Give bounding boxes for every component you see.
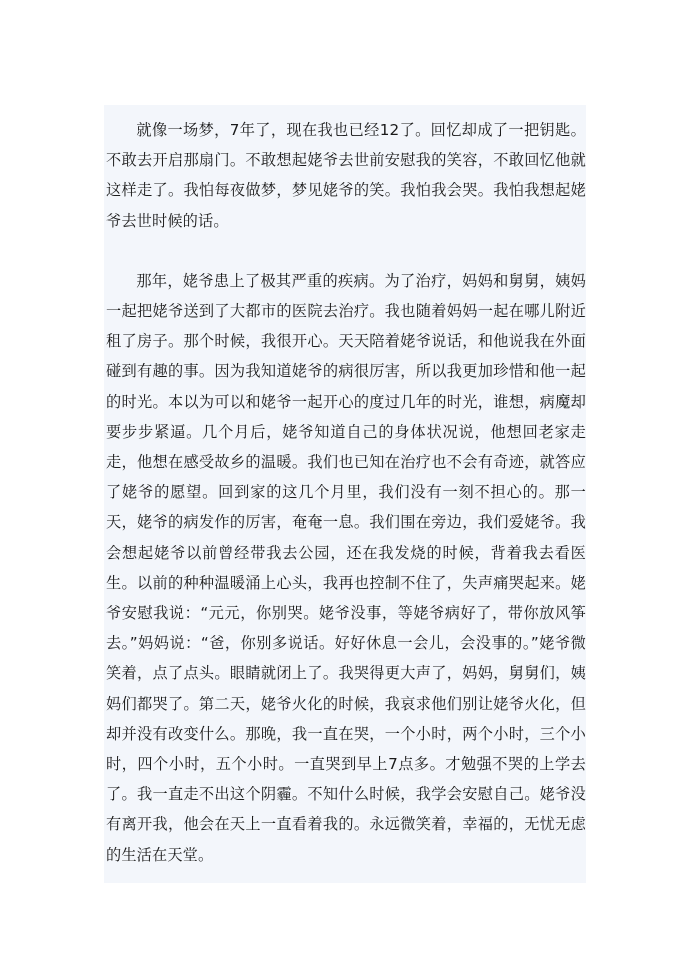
paragraph-story: 那年，姥爷患上了极其严重的疾病。为了治疗，妈妈和舅舅，姨妈一起把姥爷送到了大都市的医院去治疗。我也随着妈妈一起在哪儿附近租了房子。那个时候，我很开心。天天陪着姥爷说话，和他说我在外面碰到有趣的事。因为我知道姥爷的病很厉害，所以我更加珍惜和他一起的时光。本以为可以和姥爷一起开心的度过几年的时光，谁想，病魔却要步步紧逼。几个月后，姥爷知道自己的身体状况说，他想回老家走走，他想在感受故乡的温暖。我们也已知在治疗也不会有奇迹，就答应了姥爷的愿望。回到家的这几个月里，我们没有一刻不担心的。那一天，姥爷的病发作的厉害，奄奄一息。我们围在旁边，我们爱姥爷。我会想起姥爷以前曾经带我去公园，还在我发烧的时候，背着我去看医生。以前的种种温暖涌上心头，我再也控制不住了，失声痛哭起来。姥爷安慰我说：“元元，你别哭。姥爷没事，等姥爷病好了，带你放风筝去。”妈妈说：“爸，你别多说话。好好休息一会儿，会没事的。”姥爷微笑着，点了点头。眼睛就闭上了。我哭得更大声了，妈妈，舅舅们，姨妈们都哭了。第二天，姥爷火化的时候，我哀求他们别让姥爷火化，但却并没有改变什么。那晚，我一直在哭，一个小时，两个小时，三个小时，四个小时，五个小时。一直哭到早上7点多。才勉强不哭的上学去了。我一直走不出这个阴霾。不知什么时候，我学会安慰自己。姥爷没有离开我，他会在天上一直看着我的。永远微笑着，幸福的，无忧无虑的生活在天堂。 [106, 271, 586, 864]
paragraph-spacer [106, 236, 586, 266]
paragraph-intro: 就像一场梦，7年了，现在我也已经12了。回忆却成了一把钥匙。不敢去开启那扇门。不敢想起姥爷去世前安慰我的笑容，不敢回忆他就这样走了。我怕每夜做梦，梦见姥爷的笑。我怕我会哭。我怕我想起姥爷去世时候的话。 [106, 121, 586, 230]
essay-text-block [104, 105, 586, 883]
